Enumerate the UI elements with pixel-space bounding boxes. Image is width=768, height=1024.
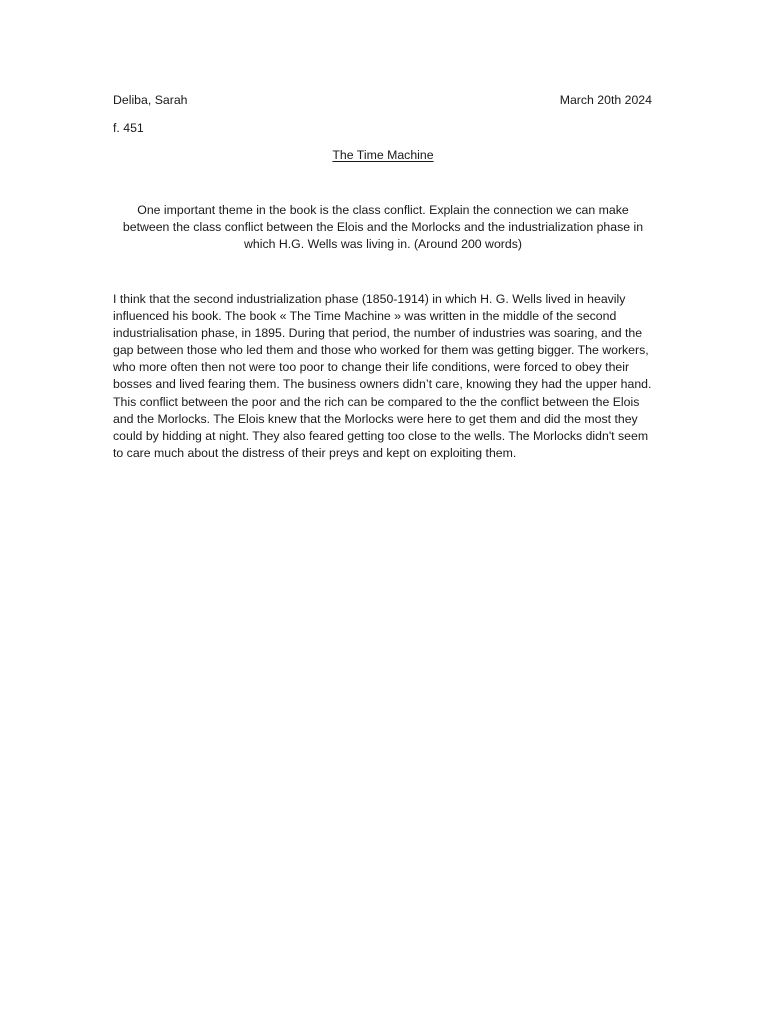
document-title-text: The Time Machine [332,148,434,162]
essay-body: I think that the second industrialization phase (1850-1914) in which H. G. Wells lived in heavily influenced his book. The book « The Time Machine » was written in the middle of the second industrialisation phase, in 1895. During that period, the number of industries was soaring, and the gap between those who led them and those who worked for them was getting bigger. The workers, who more often then not were too poor to change their life conditions, were forced to obey their bosses and lived fearing them. The business owners didn’t care, knowing they had the upper hand. This conflict between the poor and the rich can be compared to the the conflict between the Elois and the Morlocks. The Elois knew that the Morlocks were here to get them and did the most they could by hidding at night. They also feared getting too close to the wells. The Morlocks didn't seem to care much about the distress of their preys and kept on exploiting them. [113,292,652,460]
document-title [113,147,653,164]
class-reference: f. 451 [113,121,144,135]
document-header [113,92,653,109]
author-name: Deliba, Sarah [113,93,188,107]
essay-prompt: One important theme in the book is the class conflict. Explain the connection we can make between the class conflict between the Elois and the Morlocks and the industrialization phase in which H.G. Wells was living in. (Around 200 words) [122,203,644,251]
document-date: March 20th 2024 [559,93,652,107]
document-page [113,0,653,1024]
